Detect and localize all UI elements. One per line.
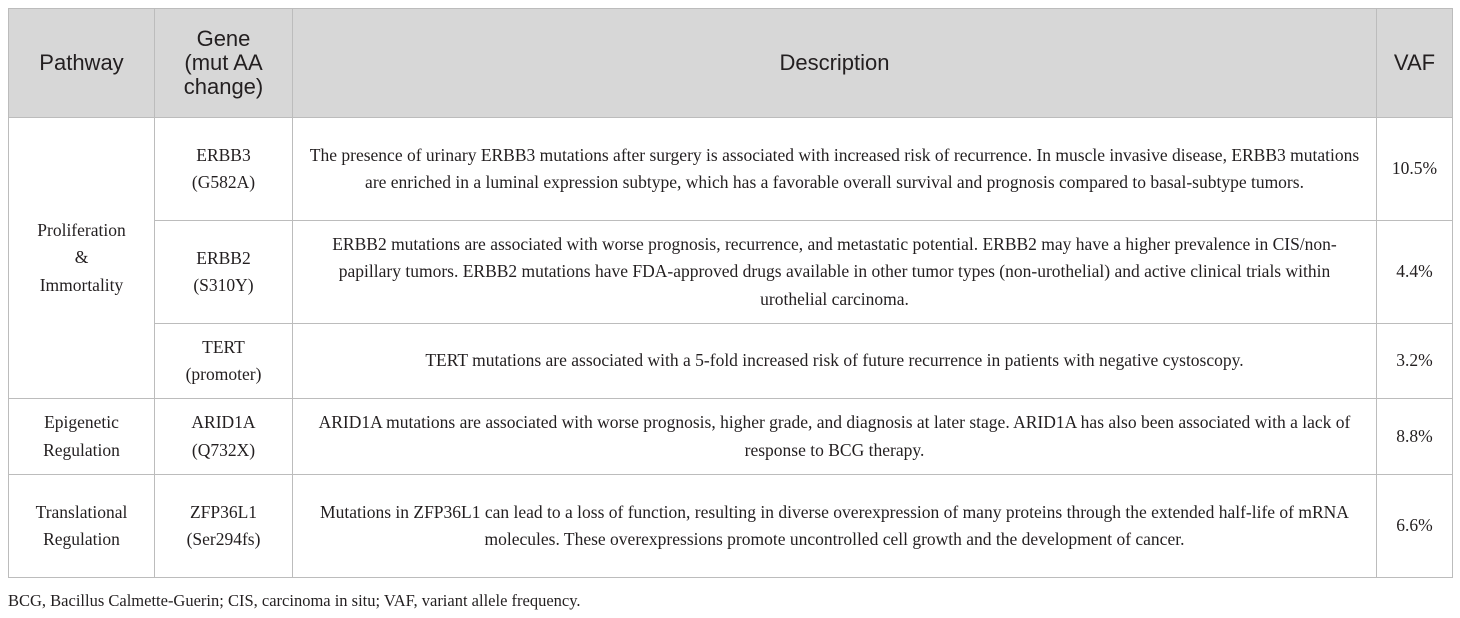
gene-name: ERBB3 [196,144,251,165]
gene-mutation-table [8,8,1453,578]
gene-aa-change: (Ser294fs) [186,529,261,549]
gene-aa-change: (S310Y) [193,275,254,295]
header-gene-line: (mut AA [184,50,263,75]
pathway-cell-translational [9,475,155,578]
pathway-line: Immortality [39,274,124,295]
vaf-cell: 3.2% [1377,324,1453,399]
gene-name: ZFP36L1 [189,501,258,522]
gene-cell [155,324,293,399]
gene-cell [155,118,293,221]
gene-aa-change: (Q732X) [191,439,256,460]
gene-aa-change: (G582A) [191,172,256,192]
pathway-line: & [74,247,89,268]
pathway-cell-proliferation [9,118,155,399]
description-cell: ARID1A mutations are associated with worse prognosis, higher grade, and diagnosis at later stage. ARID1A has also been associated with a lack of response to BCG therapy. [293,399,1377,475]
vaf-cell: 10.5% [1377,118,1453,221]
table-row [9,475,1453,578]
table-footnote: BCG, Bacillus Calmette-Guerin; CIS, carcinoma in situ; VAF, variant allele frequency. [8,591,581,610]
header-gene [155,9,293,118]
vaf-cell: 4.4% [1377,221,1453,324]
header-description: Description [293,9,1377,118]
gene-cell [155,221,293,324]
gene-aa-change: (promoter) [185,364,262,384]
table-row [9,118,1453,221]
table-header-row [9,9,1453,118]
gene-name: ERBB2 [196,247,251,268]
vaf-cell: 6.6% [1377,475,1453,578]
pathway-line: Regulation [43,439,120,460]
description-cell: The presence of urinary ERBB3 mutations after surgery is associated with increased risk of recurrence. In muscle invasive disease, ERBB3 mutations are enriched in a luminal expression subtype, which has a favorable overall survival and prognosis compared to basal-subtype tumors. [293,118,1377,221]
pathway-cell-epigenetic [9,399,155,475]
table-row [9,399,1453,475]
gene-name: ARID1A [191,412,256,432]
gene-cell [155,399,293,475]
description-cell: TERT mutations are associated with a 5-fold increased risk of future recurrence in patients with negative cystoscopy. [293,324,1377,399]
header-gene-line: change) [183,74,264,99]
header-vaf: VAF [1377,9,1453,118]
pathway-line: Regulation [43,529,120,549]
table-row [9,221,1453,324]
vaf-cell: 8.8% [1377,399,1453,475]
header-pathway: Pathway [9,9,155,118]
pathway-line: Translational [35,501,128,522]
description-cell: Mutations in ZFP36L1 can lead to a loss of function, resulting in diverse overexpression of many proteins through the extended half-life of mRNA molecules. These overexpressions promote uncontrolled cell growth and the development of cancer. [293,475,1377,578]
description-cell: ERBB2 mutations are associated with worse prognosis, recurrence, and metastatic potential. ERBB2 may have a higher prevalence in CIS/non-papillary tumors. ERBB2 mutations have FDA-approved drugs available in other tumor types (non-urothelial) and active clinical trials within urothelial carcinoma. [293,221,1377,324]
header-gene-line: Gene [196,26,251,51]
gene-name: TERT [202,336,245,357]
pathway-line: Epigenetic [44,412,119,432]
pathway-line: Proliferation [37,219,126,240]
gene-cell [155,475,293,578]
gene-mutation-table-container [8,8,1452,578]
table-row [9,324,1453,399]
